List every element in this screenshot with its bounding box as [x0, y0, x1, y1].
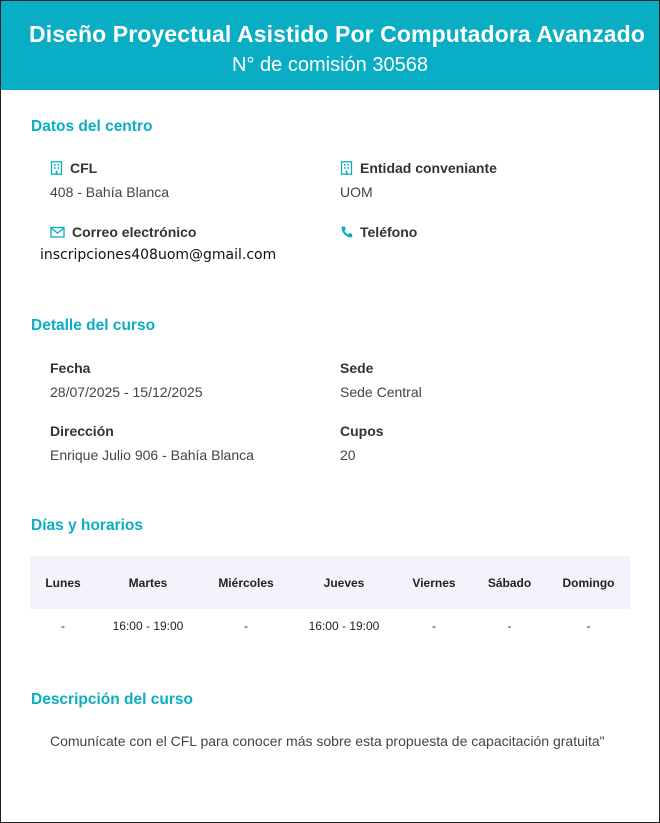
- direccion-value: Enrique Julio 906 - Bahía Blanca: [50, 447, 254, 463]
- section-title-centro: Datos del centro: [31, 118, 153, 135]
- time-cell: -: [244, 619, 248, 633]
- email-label: Correo electrónico: [72, 224, 197, 240]
- day-header: Martes: [128, 575, 168, 590]
- time-cell: -: [507, 619, 512, 633]
- commission-number: N° de comisión 30568: [232, 54, 428, 76]
- schedule-table: [30, 556, 630, 643]
- day-header: Viernes: [412, 575, 456, 590]
- course-description: Comunícate con el CFL para conocer más sobre esta propuesta de capacitación gratuita": [50, 733, 605, 749]
- field-cupos: [340, 423, 384, 463]
- field-telefono: [340, 224, 417, 240]
- schedule-time-row: [30, 609, 630, 643]
- direccion-label: Dirección: [50, 423, 114, 439]
- time-cell: 16:00 - 19:00: [112, 619, 184, 633]
- time-cell: -: [586, 619, 591, 633]
- sede-value: Sede Central: [340, 384, 422, 400]
- fecha-value: 28/07/2025 - 15/12/2025: [50, 384, 203, 400]
- phone-icon: [340, 225, 353, 239]
- field-fecha: [50, 360, 203, 400]
- day-header: Jueves: [323, 575, 365, 590]
- day-header: Sábado: [487, 575, 532, 590]
- course-title: Diseño Proyectual Asistido Por Computadora Avanzado: [29, 21, 645, 47]
- cfl-label: CFL: [70, 160, 98, 176]
- fecha-label: Fecha: [50, 360, 91, 376]
- time-cell: -: [61, 619, 65, 633]
- field-cfl: [50, 160, 169, 200]
- time-cell: -: [432, 619, 436, 633]
- entidad-label: Entidad conveniante: [360, 160, 497, 176]
- field-direccion: [50, 423, 254, 463]
- building-icon: [340, 161, 353, 175]
- building-icon: [50, 161, 63, 175]
- sede-label: Sede: [340, 360, 374, 376]
- telefono-label: Teléfono: [360, 224, 418, 240]
- section-title-descripcion: Descripción del curso: [31, 691, 193, 708]
- entidad-value: UOM: [340, 184, 373, 200]
- field-sede: [340, 360, 422, 400]
- day-header: Miércoles: [218, 575, 274, 590]
- email-value[interactable]: inscripciones408uom@gmail.com: [40, 247, 277, 263]
- cfl-value: 408 - Bahía Blanca: [50, 184, 170, 200]
- envelope-icon: [50, 225, 65, 239]
- page-header: [1, 1, 659, 90]
- cupos-label: Cupos: [340, 423, 384, 439]
- section-title-curso: Detalle del curso: [31, 317, 156, 334]
- day-header: Domingo: [562, 575, 615, 590]
- section-title-horarios: Días y horarios: [31, 517, 143, 534]
- schedule-header-row: [30, 556, 630, 609]
- cupos-value: 20: [340, 447, 356, 463]
- field-email: [50, 224, 196, 240]
- field-entidad: [340, 160, 497, 200]
- day-header: Lunes: [45, 575, 81, 590]
- time-cell: 16:00 - 19:00: [308, 619, 380, 633]
